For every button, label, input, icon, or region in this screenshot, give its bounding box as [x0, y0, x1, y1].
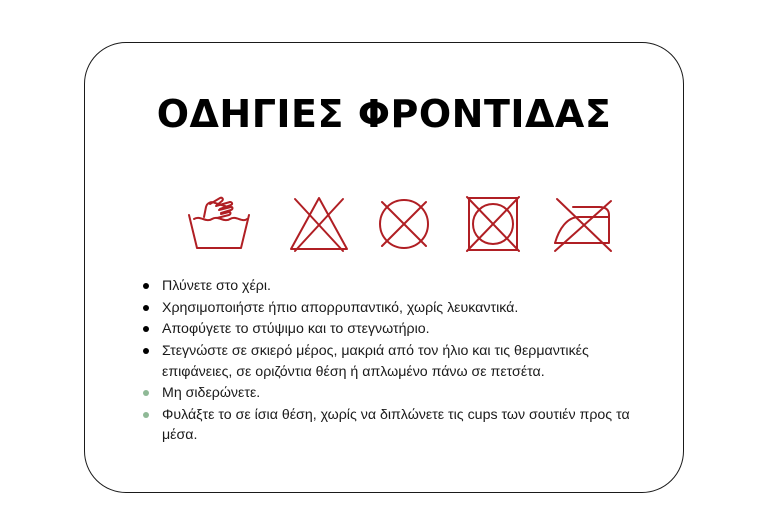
bullet-icon	[143, 348, 149, 354]
list-item	[138, 383, 658, 404]
do-not-bleach-icon	[286, 193, 352, 255]
list-item	[138, 341, 658, 382]
list-item	[138, 405, 658, 446]
list-item	[138, 319, 658, 340]
bullet-icon	[143, 305, 149, 311]
care-symbols-row	[0, 193, 768, 255]
hand-wash-icon	[186, 193, 252, 255]
instruction-text: Στεγνώστε σε σκιερό μέρος, μακριά από τον ήλιο και τις θερμαντικές επιφάνειες, σε οριζόντια θέση ή απλωμένο πάνω σε πετσέτα.	[162, 343, 589, 380]
instruction-text: Χρησιμοποιήστε ήπιο απορρυπαντικό, χωρίς λευκαντικά.	[162, 299, 519, 316]
page-title: ΟΔΗΓΙΕΣ ΦΡΟΝΤΙΔΑΣ	[156, 92, 612, 136]
bullet-icon	[143, 390, 149, 396]
do-not-tumble-dry-icon	[371, 193, 437, 255]
instruction-text: Φυλάξτε το σε ίσια θέση, χωρίς να διπλώνετε τις cups των σουτιέν προς τα μέσα.	[162, 406, 630, 444]
list-item	[138, 298, 658, 319]
instruction-text: Αποφύγετε το στύψιμο και το στεγνωτήριο.	[162, 321, 430, 338]
do-not-iron-icon	[549, 193, 615, 255]
bullet-icon	[143, 283, 149, 289]
bullet-icon	[143, 326, 149, 332]
bullet-icon	[143, 412, 149, 418]
list-item	[138, 276, 658, 297]
instruction-text: Μη σιδερώνετε.	[162, 385, 261, 402]
instruction-text: Πλύνετε στο χέρι.	[162, 278, 271, 294]
do-not-dry-clean-icon	[460, 193, 526, 255]
care-instructions-list	[138, 276, 658, 447]
